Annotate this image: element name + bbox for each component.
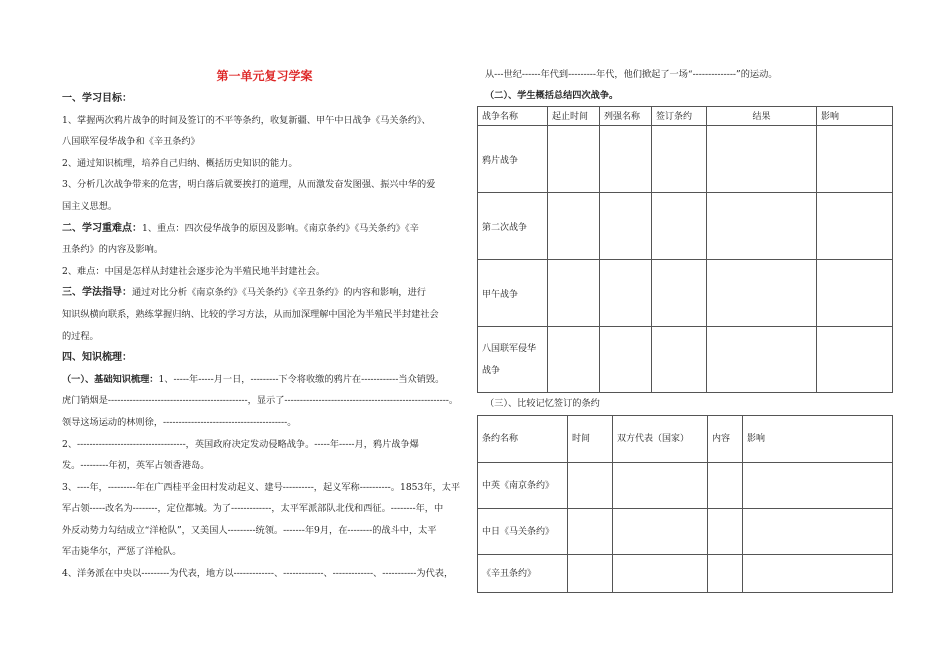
text-span: 1、-----年-----月一日，---------下令将收缴的鸦片在------------当众销毁。 — [158, 373, 445, 385]
empty-cell[interactable] — [613, 555, 708, 593]
text-line: 知识纵横向联系，熟练掌握归纳、比较的学习方法，从而加深理解中国沦为半殖民半封建社会 — [62, 308, 439, 320]
section-line — [62, 282, 467, 304]
empty-cell[interactable] — [708, 463, 743, 509]
row-label: 鸦片战争 — [478, 126, 548, 193]
text-line: 丑条约》的内容及影响。 — [62, 244, 164, 256]
header-cell: 内容 — [708, 416, 743, 463]
text-line: 军击毙华尔，严惩了洋枪队。 — [62, 546, 182, 558]
row-label: 中日《马关条约》 — [478, 509, 568, 555]
section-heading-method: 三、学法指导： — [62, 287, 132, 299]
text-line: 军占领-----改名为--------，定位都城。为了-------------，太平军派部队北伐和西征。--------年，中 — [62, 503, 444, 515]
empty-cell[interactable] — [817, 260, 893, 327]
table-row — [478, 260, 893, 327]
empty-cell[interactable] — [708, 555, 743, 593]
text-line: 4、洋务派在中央以---------为代表，地方以-------------、-------------、-------------、-----------为代表， — [62, 568, 454, 580]
empty-cell[interactable] — [743, 463, 893, 509]
section-line — [62, 218, 467, 240]
empty-cell[interactable] — [817, 126, 893, 193]
text-span: 通过对比分析《南京条约》《马关条约》《辛丑条约》的内容和影响，进行 — [132, 287, 426, 299]
table-header-row — [478, 416, 893, 463]
table-row — [478, 193, 893, 260]
text-span: 1、重点：四次侵华战争的原因及影响。《南京条约》《马关条约》《辛 — [142, 222, 419, 234]
treaties-table — [477, 415, 893, 593]
wars-table — [477, 106, 893, 393]
empty-cell[interactable] — [707, 260, 817, 327]
empty-cell[interactable] — [743, 509, 893, 555]
header-cell: 条约名称 — [478, 416, 568, 463]
empty-cell[interactable] — [708, 509, 743, 555]
empty-cell[interactable] — [568, 555, 613, 593]
empty-cell[interactable] — [707, 327, 817, 393]
row-label: 第二次战争 — [478, 193, 548, 260]
header-cell: 影响 — [743, 416, 893, 463]
empty-cell[interactable] — [568, 463, 613, 509]
text-line: 的过程。 — [62, 330, 99, 342]
empty-cell[interactable] — [817, 193, 893, 260]
table-row — [478, 509, 893, 555]
header-cell: 影响 — [817, 107, 893, 126]
text-line: 八国联军侵华战争和《辛丑条约》 — [62, 136, 200, 148]
table-row — [478, 463, 893, 509]
empty-cell[interactable] — [743, 555, 893, 593]
header-cell: 列强名称 — [600, 107, 652, 126]
empty-cell[interactable] — [613, 463, 708, 509]
right-column — [477, 60, 893, 593]
empty-cell[interactable] — [548, 126, 600, 193]
row-label: 八国联军侵华战争 — [478, 327, 548, 393]
empty-cell[interactable] — [600, 126, 652, 193]
header-cell: 起止时间 — [548, 107, 600, 126]
empty-cell[interactable] — [548, 193, 600, 260]
empty-cell[interactable] — [600, 327, 652, 393]
table-row — [478, 555, 893, 593]
header-cell: 时间 — [568, 416, 613, 463]
empty-cell[interactable] — [652, 126, 707, 193]
subsection-heading: （一）、基础知识梳理： — [62, 373, 159, 385]
text-line: 国主义思想。 — [62, 200, 118, 212]
header-cell: 签订条约 — [652, 107, 707, 126]
empty-cell[interactable] — [707, 126, 817, 193]
page-title: 第一单元复习学案 — [216, 69, 313, 83]
header-cell: 战争名称 — [478, 107, 548, 126]
text-line: 2、难点：中国是怎样从封建社会逐步沦为半殖民地半封建社会。 — [62, 265, 326, 277]
empty-cell[interactable] — [548, 260, 600, 327]
section-heading-key-points: 二、学习重难点： — [62, 222, 142, 234]
text-line: 2、通过知识梳理，培养自己归纳、概括历史知识的能力。 — [62, 157, 298, 169]
empty-cell[interactable] — [613, 509, 708, 555]
text-line: 发。---------年初，英军占领香港岛。 — [62, 460, 210, 472]
row-label: 《辛丑条约》 — [478, 555, 568, 593]
table-heading-treaties: （三）、比较记忆签订的条约 — [485, 398, 600, 409]
header-cell: 双方代表（国家） — [613, 416, 708, 463]
section-heading-knowledge: 四、知识梳理： — [62, 352, 132, 364]
empty-cell[interactable] — [568, 509, 613, 555]
text-line: 领导这场运动的林则徐，----------------------------------------。 — [62, 416, 297, 428]
header-cell: 结果 — [707, 107, 817, 126]
table-header-row — [478, 107, 893, 126]
table-row — [478, 327, 893, 393]
empty-cell[interactable] — [600, 193, 652, 260]
empty-cell[interactable] — [600, 260, 652, 327]
text-line: 从---世纪------年代到---------年代，他们掀起了一场“--------------”的运动。 — [485, 69, 778, 80]
text-line: 虎门销烟是---------------------------------------------，显示了-----------------------------------------------------。 — [62, 395, 459, 407]
section-heading-goals: 一、学习目标： — [62, 93, 132, 104]
empty-cell[interactable] — [652, 260, 707, 327]
table-row — [478, 126, 893, 193]
empty-cell[interactable] — [652, 327, 707, 393]
text-line: 3、----年，---------年在广西桂平金田村发动起义、建号----------，起义军称----------。1853年，太平 — [62, 481, 461, 493]
empty-cell[interactable] — [652, 193, 707, 260]
empty-cell[interactable] — [707, 193, 817, 260]
empty-cell[interactable] — [817, 327, 893, 393]
empty-cell[interactable] — [548, 327, 600, 393]
row-label: 中英《南京条约》 — [478, 463, 568, 509]
text-line: 3、分析几次战争带来的危害，明白落后就要挨打的道理，从而激发奋发图强、振兴中华的爱 — [62, 179, 436, 191]
text-line: 1、掌握两次鸦片战争的时间及签订的不平等条约，收复新疆、甲午中日战争《马关条约》、 — [62, 114, 431, 126]
row-label: 甲午战争 — [478, 260, 548, 327]
table-heading-wars: （二）、学生概括总结四次战争。 — [485, 90, 619, 101]
text-line: 外反动势力勾结成立“洋枪队”，又美国人---------统领。-------年9月，在--------的战斗中，太平 — [62, 524, 437, 536]
section-line — [62, 369, 467, 391]
text-line: 2、-----------------------------------，英国政府决定发动侵略战争。-----年-----月，鸦片战争爆 — [62, 438, 419, 450]
left-column — [62, 60, 467, 585]
